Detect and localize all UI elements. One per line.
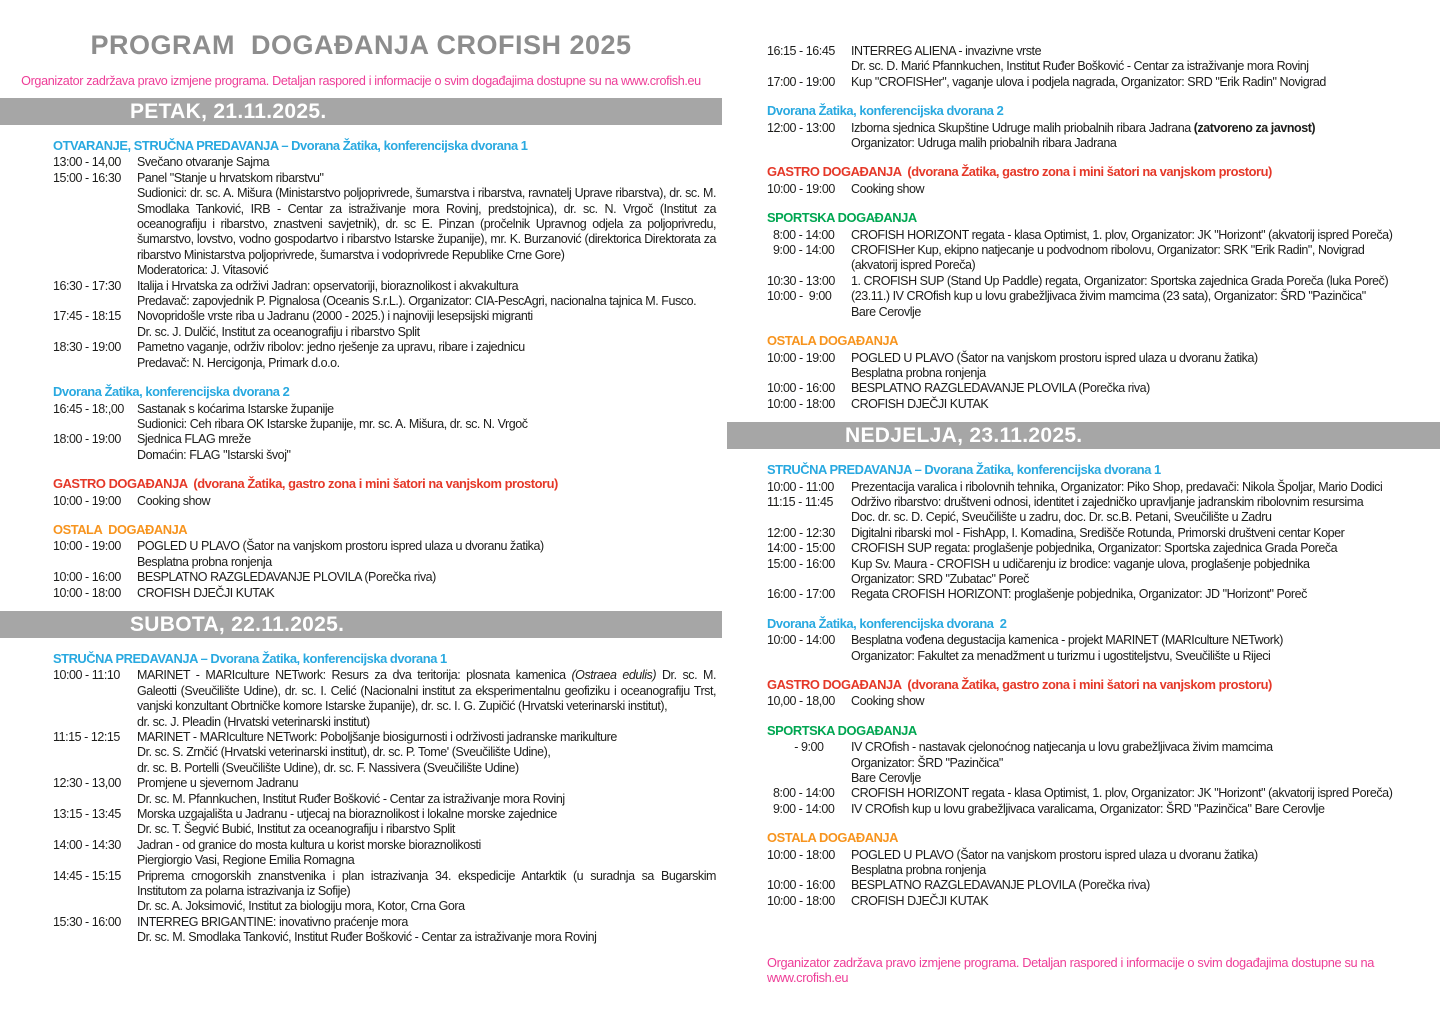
- event-body: [137, 869, 716, 915]
- event-row: [53, 432, 716, 463]
- event-body: [137, 730, 716, 776]
- section-heading: SPORTSKA DOGAĐANJA: [767, 210, 917, 226]
- right-column: [727, 0, 1440, 985]
- event-line: dr. sc. B. Portelli (Sveučilište Udine), dr. sc. F. Nassivera (Sveučilište Udine): [137, 760, 519, 775]
- event-line-segment: MARINET - MARIculture NETwork: Resurs za dva teritorija: plosnata kamenica: [137, 668, 572, 683]
- event-line: Bare Cerovlje: [851, 304, 921, 319]
- event-time: 10:00 - 18:00: [767, 396, 835, 411]
- event-body: [851, 351, 1428, 382]
- event-time: 12:30 - 13,00: [53, 776, 121, 791]
- event-body: [137, 539, 716, 570]
- event-line: Novopridošle vrste riba u Jadranu (2000 - 2025.) i najnoviji lesepsijski migranti: [137, 309, 533, 324]
- event-line: CROFISH DJEČJI KUTAK: [851, 396, 989, 411]
- section-heading: Dvorana Žatika, konferencijska dvorana 2: [53, 384, 290, 400]
- right-blocks: [727, 44, 1440, 909]
- schedule-section: [0, 476, 722, 509]
- event-line: Kup "CROFISHer", vaganje ulova i podjela nagrada, Organizator: SRD "Erik Radin" Novigrad: [851, 74, 1326, 89]
- event-time: 15:00 - 16:30: [53, 170, 121, 185]
- event-line: (akvatorij ispred Poreča): [851, 258, 976, 273]
- event-row: [767, 633, 1428, 664]
- event-row: [53, 915, 716, 946]
- section-heading: OSTALA DOGAĐANJA: [53, 521, 188, 537]
- event-row: [53, 279, 716, 310]
- event-body: [851, 526, 1428, 541]
- event-row: [767, 878, 1428, 893]
- section-heading: STRUČNA PREDAVANJA – Dvorana Žatika, konferencijska dvorana 1: [53, 650, 447, 666]
- schedule-section: [727, 830, 1440, 909]
- section-heading: OSTALA DOGAĐANJA: [767, 333, 899, 349]
- event-body: [137, 915, 716, 946]
- event-time: 13:15 - 13:45: [53, 807, 121, 822]
- section-heading: Dvorana Žatika, konferencijska dvorana 2: [767, 615, 1007, 631]
- event-time: 10:00 - 16:00: [767, 381, 835, 396]
- day-banner-label: SUBOTA, 22.11.2025.: [130, 612, 345, 636]
- event-row: [767, 243, 1428, 274]
- event-row: [53, 668, 716, 730]
- schedule-section: [727, 103, 1440, 151]
- event-row: [767, 541, 1428, 556]
- event-row: [767, 351, 1428, 382]
- event-line: Digitalni ribarski mol - FishApp, I. Komadina, Središče Rotunda, Primorski društveni centar Koper: [851, 525, 1345, 540]
- schedule-section: [727, 210, 1440, 320]
- event-body: [851, 44, 1428, 75]
- event-time: 13:00 - 14,00: [53, 155, 121, 170]
- event-time: 10:00 - 11:00: [767, 479, 834, 494]
- event-time: 17:45 - 18:15: [53, 309, 121, 324]
- section-heading: OTVARANJE, STRUČNA PREDAVANJA – Dvorana Žatika, konferencijska dvorana 1: [53, 138, 528, 153]
- event-body: [137, 402, 716, 433]
- event-body: [137, 494, 716, 509]
- top-disclaimer: Organizator zadržava pravo izmjene programa. Detaljan raspored i informacije o svim događajima dostupne su na www.crofish.eu: [21, 74, 701, 88]
- event-body: [851, 289, 1428, 320]
- event-line: Sudionici: Ceh ribara OK Istarske županije, mr. sc. A. Mišura, dr. sc. N. Vrgoč: [137, 416, 528, 431]
- schedule-section: [727, 616, 1440, 664]
- event-body: [851, 121, 1428, 152]
- event-line: Italija i Hrvatska za održivi Jadran: opservatoriji, bioraznolikost i akvakultura: [137, 278, 519, 293]
- event-body: [137, 807, 716, 838]
- event-line: BESPLATNO RAZGLEDAVANJE PLOVILA (Porečka riva): [137, 570, 436, 585]
- left-column: [0, 0, 722, 946]
- event-row: [53, 730, 716, 776]
- event-row: [767, 848, 1428, 879]
- bottom-disclaimer: Organizator zadržava pravo izmjene programa. Detaljan raspored i informacije o svim događajima dostupne su na www.crofish.eu: [767, 955, 1375, 986]
- event-line-segment: Dr. sc. M. Galeotti (Sveučilište Udine), dr. sc. I. Celić (Nacionalni institut za eksperimentalnu geofiziku i oceanografiju Trst, vanjski konzultant Obrtničke komore Istarske županije), dr. sc. I. G. Zupičić (Hrvatski veterinarski institut),: [137, 668, 716, 714]
- event-body: [851, 694, 1428, 709]
- event-body: [851, 495, 1428, 526]
- event-line: CROFISH DJEČJI KUTAK: [851, 893, 989, 908]
- event-time: 8:00 - 14:00: [767, 786, 835, 801]
- event-time: 18:00 - 19:00: [53, 432, 121, 447]
- event-time: 12:00 - 13:00: [767, 120, 835, 135]
- event-time: 17:00 - 19:00: [767, 74, 835, 89]
- event-line: [851, 121, 1428, 136]
- event-line: Sudionici: dr. sc. A. Mišura (Ministarstvo poljoprivrede, šumarstva i ribarstva, ravnatelj Uprave ribarstva), dr. sc. M. Smodlaka Tanković, IRB - Centar za istraživanje mora Rovinj, predstojnica), dr. sc. N. Vrgoč (Institut za oceanografiju i ribarstvo, znastveni savjetnik), dr. sc E. Pinzan (pročelnik Upravnog odjela za poljoprivredu, šumarstvo, lovstvo, vodno gospodartvo i ribarstvo Istarske županije), mr. K. Burzanović (direktorica Direktorata za ribarstvo Ministarstva poljoprivrede, šumarstva i vodoprivrede Republike Crne Gore): [137, 186, 716, 262]
- event-body: [851, 75, 1428, 90]
- schedule-section: [727, 164, 1440, 197]
- event-time: 11:15 - 11:45: [767, 494, 833, 509]
- event-body: [137, 838, 716, 869]
- event-time: 10:00 - 11:10: [53, 668, 120, 683]
- event-row: [767, 480, 1428, 495]
- event-time: 10:00 - 9:00: [767, 289, 832, 304]
- event-line: Besplatna probna ronjenja: [851, 863, 986, 878]
- event-row: [767, 397, 1428, 412]
- event-line: CROFISH HORIZONT regata - klasa Optimist, 1. plov, Organizator: JK "Horizont" (akvatorij ispred Poreča): [851, 786, 1393, 801]
- event-time: 16:00 - 17:00: [767, 587, 835, 602]
- event-body: [137, 432, 716, 463]
- event-row: [767, 381, 1428, 396]
- event-time: 9:00 - 14:00: [767, 801, 835, 816]
- event-line: POGLED U PLAVO (Šator na vanjskom prostoru ispred ulaza u dvoranu žatika): [851, 847, 1258, 862]
- event-time: 9:00 - 14:00: [767, 243, 835, 258]
- event-time: 15:00 - 16:00: [767, 556, 835, 571]
- event-body: [851, 243, 1428, 274]
- event-row: [53, 807, 716, 838]
- event-line: Cooking show: [137, 493, 211, 508]
- event-body: [851, 541, 1428, 556]
- event-row: [53, 586, 716, 601]
- event-line: Domaćin: FLAG "Istarski švoj": [137, 447, 291, 462]
- event-row: [53, 776, 716, 807]
- event-time: 16:15 - 16:45: [767, 44, 835, 58]
- event-line: IV CROfish kup u lovu grabežljivaca varalicama, Organizator: ŠRD "Pazinčica" Bare Cerovlje: [851, 801, 1325, 816]
- event-row: [53, 869, 716, 915]
- day-banner-label: PETAK, 21.11.2025.: [130, 100, 327, 123]
- event-line: Predavač: zapovjednik P. Pignalosa (Oceanis S.r.L.). Organizator: CIA-PescAgri, nacionalna tajnica M. Fusco.: [137, 294, 697, 309]
- event-line: Dr. sc. S. Zrnčić (Hrvatski veterinarski institut), dr. sc. P. Tome' (Sveučilište Udine),: [137, 745, 551, 760]
- event-time: 12:00 - 12:30: [767, 525, 835, 540]
- event-row: [767, 495, 1428, 526]
- schedule-section: [0, 522, 722, 601]
- event-line: BESPLATNO RAZGLEDAVANJE PLOVILA (Porečka riva): [851, 878, 1150, 893]
- event-line: Besplatna probna ronjenja: [137, 554, 272, 569]
- event-time: 14:00 - 15:00: [767, 541, 835, 556]
- event-line: Kup Sv. Maura - CROFISH u udičarenju iz brodice: vaganje ulova, proglašenje pobjednika: [851, 556, 1310, 571]
- schedule-section: [0, 651, 722, 946]
- event-row: [767, 786, 1428, 801]
- event-time: 10:00 - 19:00: [767, 350, 835, 365]
- event-line: CROFISHer Kup, ekipno natjecanje u podvodnom ribolovu, Organizator: SRK "Erik Radin", Novigrad: [851, 243, 1365, 258]
- section-heading: SPORTSKA DOGAĐANJA: [767, 722, 917, 738]
- event-row: [767, 557, 1428, 588]
- schedule-section: [727, 462, 1440, 603]
- section-heading: STRUČNA PREDAVANJA – Dvorana Žatika, konferencijska dvorana 1: [767, 462, 1161, 478]
- event-row: [53, 402, 716, 433]
- event-row: [53, 171, 716, 279]
- event-row: [767, 740, 1428, 786]
- event-body: [137, 155, 716, 170]
- event-body: [137, 776, 716, 807]
- event-body: [851, 228, 1428, 243]
- event-line: Pametno vaganje, održiv ribolov: jedno rješenje za upravu, ribare i zajednicu: [137, 340, 525, 355]
- event-line: Panel "Stanje u hrvatskom ribarstvu": [137, 170, 324, 185]
- event-line: MARINET - MARIculture NETwork: Poboljšanje biosigurnosti i održivosti jadranske marikulture: [137, 730, 617, 744]
- event-row: [767, 587, 1428, 602]
- event-line-segment: Izborna sjednica Skupštine Udruge malih priobalnih ribara Jadrana: [851, 120, 1194, 135]
- event-body: [137, 279, 716, 310]
- event-line-segment: (Ostraea edulis): [571, 668, 657, 683]
- event-line: Regata CROFISH HORIZONT: proglašenje pobjednika, Organizator: JD "Horizont" Poreč: [851, 587, 1307, 602]
- event-body: [851, 587, 1428, 602]
- event-body: [851, 633, 1428, 664]
- event-time: 10:00 - 16:00: [53, 570, 121, 585]
- day-banner: [727, 422, 1440, 449]
- event-line: Predavač: N. Hercigonja, Primark d.o.o.: [137, 355, 340, 370]
- event-row: [767, 694, 1428, 709]
- event-row: [767, 44, 1428, 75]
- event-body: [851, 274, 1428, 289]
- event-body: [137, 171, 716, 279]
- event-line: Dr. sc. M. Smodlaka Tanković, Institut Ruđer Bošković - Centar za istraživanje mora Rovinj: [137, 930, 597, 945]
- event-time: 15:30 - 16:00: [53, 914, 121, 929]
- event-row: [53, 539, 716, 570]
- event-body: [137, 668, 716, 730]
- section-heading: Dvorana Žatika, konferencijska dvorana 2: [767, 103, 1004, 119]
- event-time: 10:00 - 14:00: [767, 633, 835, 648]
- day-banner-label: NEDJELJA, 23.11.2025.: [845, 424, 1083, 448]
- event-line: Doc. dr. sc. D. Cepić, Sveučilište u zadru, doc. Dr. sc.B. Petani, Sveučilište u Zadru: [851, 510, 1272, 525]
- event-line: CROFISH HORIZONT regata - klasa Optimist, 1. plov, Organizator: JK "Horizont" (akvatorij ispred Poreča): [851, 227, 1393, 242]
- schedule-section: [727, 44, 1440, 90]
- event-time: 16:30 - 17:30: [53, 278, 121, 293]
- event-row: [767, 182, 1428, 197]
- event-time: - 9:00: [767, 740, 824, 755]
- event-line: Jadran - od granice do mosta kultura u korist morske bioraznolikosti: [137, 837, 481, 852]
- event-line: dr. sc. J. Pleadin (Hrvatski veterinarski institut): [137, 714, 370, 729]
- event-row: [53, 340, 716, 371]
- event-line: Dr. sc. M. Pfannkuchen, Institut Ruđer Bošković - Centar za istraživanje mora Rovinj: [137, 791, 565, 806]
- event-line: Dr. sc. J. Dulčić, Institut za oceanografiju i ribarstvo Split: [137, 324, 420, 339]
- event-time: 14:00 - 14:30: [53, 837, 121, 852]
- event-line: Besplatna probna ronjenja: [851, 365, 986, 380]
- schedule-section: [0, 138, 722, 371]
- event-body: [851, 740, 1428, 786]
- event-time: 10:00 - 18:00: [767, 893, 835, 908]
- event-body: [851, 557, 1428, 588]
- section-heading: GASTRO DOGAĐANJA (dvorana Žatika, gastro zona i mini šatori na vanjskom prostoru): [767, 677, 1272, 692]
- section-heading: GASTRO DOGAĐANJA (dvorana Žatika, gastro zona i mini šatori na vanjskom prostoru): [53, 476, 558, 492]
- event-line: INTERREG ALIENA - invazivne vrste: [851, 44, 1042, 58]
- event-row: [767, 526, 1428, 541]
- section-heading: OSTALA DOGAĐANJA: [767, 830, 899, 846]
- event-line: Organizator: Fakultet za menadžment u turizmu i ugostiteljstvu, Sveučilište u Rijeci: [851, 648, 1271, 663]
- event-time: 11:15 - 12:15: [53, 730, 120, 744]
- event-body: [851, 894, 1428, 909]
- event-line: Piergiorgio Vasi, Regione Emilia Romagna: [137, 853, 355, 868]
- event-line: Sjednica FLAG mreže: [137, 432, 251, 447]
- event-line: Organizator: SRD "Zubatac" Poreč: [851, 571, 1029, 586]
- event-line: Besplatna vođena degustacija kamenica - projekt MARINET (MARIculture NETwork): [851, 633, 1283, 648]
- schedule-section: [727, 677, 1440, 710]
- event-line: Sastanak s koćarima Istarske županije: [137, 401, 334, 416]
- left-blocks: [0, 98, 722, 946]
- event-time: 10:00 - 18:00: [767, 847, 835, 862]
- event-time: 16:45 - 18:,00: [53, 401, 124, 416]
- schedule-section: [0, 384, 722, 463]
- event-body: [851, 786, 1428, 801]
- event-line: Dr. sc. D. Marić Pfannkuchen, Institut Ruđer Bošković - Centar za istraživanje mora Rovinj: [851, 59, 1309, 74]
- event-time: 8:00 - 14:00: [767, 227, 835, 242]
- event-line: [137, 668, 716, 714]
- event-row: [767, 274, 1428, 289]
- schedule-section: [727, 723, 1440, 817]
- event-time: 10:30 - 13:00: [767, 273, 835, 288]
- event-row: [767, 121, 1428, 152]
- event-time: 10:00 - 16:00: [767, 878, 835, 893]
- event-line: CROFISH DJEČJI KUTAK: [137, 585, 275, 600]
- event-time: 14:45 - 15:15: [53, 868, 121, 883]
- event-time: 18:30 - 19:00: [53, 340, 121, 355]
- event-line: POGLED U PLAVO (Šator na vanjskom prostoru ispred ulaza u dvoranu žatika): [851, 350, 1258, 365]
- event-row: [767, 75, 1428, 90]
- event-body: [851, 480, 1428, 495]
- event-body: [137, 309, 716, 340]
- event-row: [53, 309, 716, 340]
- event-line: Bare Cerovlje: [851, 771, 921, 786]
- day-banner: [0, 611, 722, 638]
- schedule-section: [727, 333, 1440, 412]
- event-line: Cooking show: [851, 181, 925, 196]
- event-time: 10:00 - 19:00: [53, 493, 121, 508]
- event-time: 10:00 - 19:00: [53, 539, 121, 554]
- event-line: Priprema crnogorskih znanstvenika i plan istrazivanja 34. ekspedicije Antarktik (u suradnja sa Bugarskim Institutom za polarna istrazivanja iz Sofije): [137, 868, 716, 899]
- event-body: [851, 397, 1428, 412]
- event-body: [137, 340, 716, 371]
- event-row: [767, 228, 1428, 243]
- event-row: [53, 494, 716, 509]
- event-line: Morska uzgajališta u Jadranu - utjecaj na bioraznolikost i lokalne morske zajednice: [137, 807, 557, 822]
- event-time: 10,00 - 18,00: [767, 694, 835, 709]
- event-line: BESPLATNO RAZGLEDAVANJE PLOVILA (Porečka riva): [851, 381, 1150, 396]
- event-body: [851, 381, 1428, 396]
- event-row: [53, 838, 716, 869]
- event-line: Dr. sc. A. Joksimović, Institut za biologiju mora, Kotor, Crna Gora: [137, 899, 465, 914]
- event-body: [851, 848, 1428, 879]
- event-row: [767, 894, 1428, 909]
- event-body: [851, 878, 1428, 893]
- event-line: Organizator: Udruga malih priobalnih ribara Jadrana: [851, 136, 1117, 151]
- event-line-segment: (zatvoreno za javnost): [1193, 120, 1316, 135]
- event-line: Svečano otvaranje Sajma: [137, 155, 270, 170]
- event-row: [53, 570, 716, 585]
- event-line: Dr. sc. T. Šegvić Bubić, Institut za oceanografiju i ribarstvo Split: [137, 822, 455, 837]
- section-heading: GASTRO DOGAĐANJA (dvorana Žatika, gastro zona i mini šatori na vanjskom prostoru): [767, 164, 1272, 180]
- event-row: [53, 155, 716, 170]
- day-banner: [0, 98, 722, 125]
- event-line: Prezentacija varalica i ribolovnih tehnika, Organizator: Piko Shop, predavači: Nikola Špoljar, Mario Dodici: [851, 479, 1383, 494]
- event-line: Moderatorica: J. Vitasović: [137, 263, 269, 278]
- event-line: Cooking show: [851, 694, 925, 709]
- event-time: 10:00 - 19:00: [767, 181, 835, 196]
- event-time: 10:00 - 18:00: [53, 585, 121, 600]
- event-line: CROFISH SUP regata: proglašenje pobjednika, Organizator: Sportska zajednica Grada Poreča: [851, 541, 1338, 556]
- event-line: POGLED U PLAVO (Šator na vanjskom prostoru ispred ulaza u dvoranu žatika): [137, 539, 544, 554]
- event-row: [767, 289, 1428, 320]
- event-body: [137, 570, 716, 585]
- event-line: Održivo ribarstvo: društveni odnosi, identitet i zajedničko upravljanje jadranskim ribolovnim resursima: [851, 494, 1364, 509]
- event-line: (23.11.) IV CROfish kup u lovu grabežljivaca živim mamcima (23 sata), Organizator: ŠRD "Pazinčica": [851, 289, 1366, 304]
- event-line: Organizator: ŠRD "Pazinčica": [851, 755, 1003, 770]
- event-body: [851, 182, 1428, 197]
- event-body: [851, 802, 1428, 817]
- event-row: [767, 802, 1428, 817]
- event-line: 1. CROFISH SUP (Stand Up Paddle) regata, Organizator: Sportska zajednica Grada Poreča (luka Poreč): [851, 273, 1389, 288]
- event-body: [137, 586, 716, 601]
- event-line: INTERREG BRIGANTINE: inovativno praćenje mora: [137, 914, 408, 929]
- event-line: IV CROfish - nastavak cjelonoćnog natjecanja u lovu grabežljivaca živim mamcima: [851, 740, 1273, 755]
- page-title: PROGRAM DOGAĐANJA CROFISH 2025: [90, 30, 632, 60]
- event-line: Promjene u sjevernom Jadranu: [137, 776, 299, 791]
